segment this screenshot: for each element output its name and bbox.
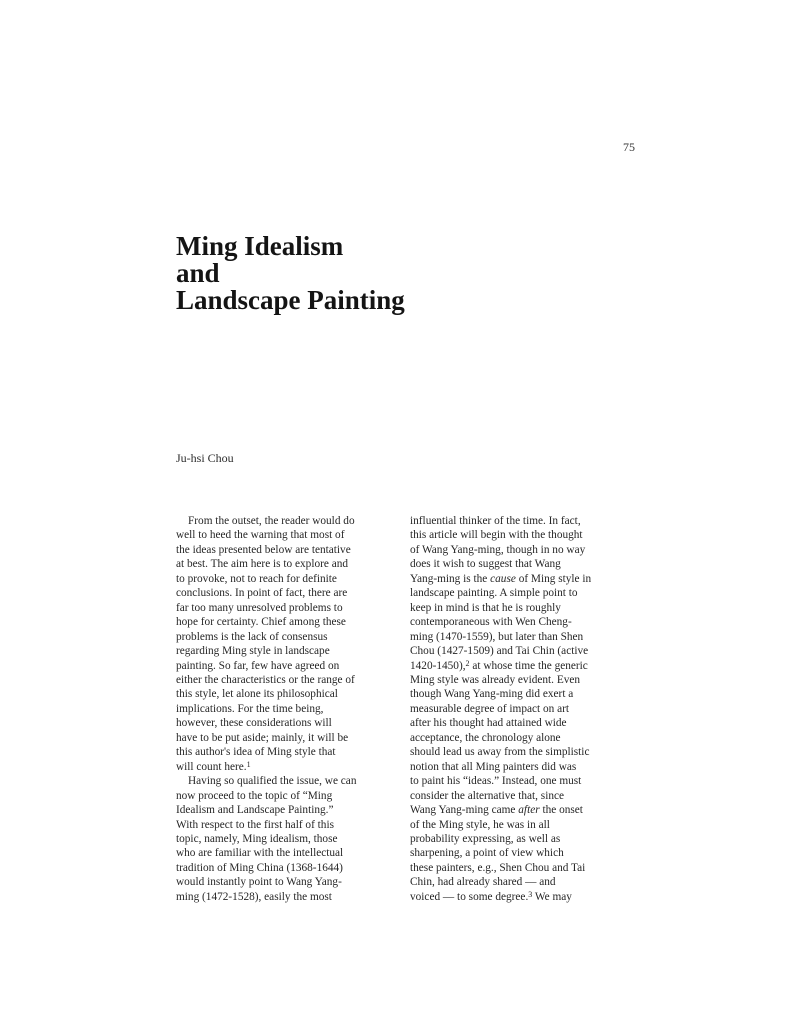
- title-line: Landscape Painting: [176, 285, 405, 315]
- page-number: 75: [623, 140, 635, 154]
- footnote-marker[interactable]: 1: [246, 759, 251, 769]
- emphasized-word: cause: [490, 572, 516, 585]
- line-text-continued: of Ming style in: [515, 572, 592, 585]
- line-text: far too many unresolved problems to: [176, 601, 343, 614]
- line-text: 1420-1450),: [410, 659, 466, 672]
- text-line: [176, 716, 402, 730]
- text-line: [176, 890, 402, 904]
- text-line: [410, 846, 636, 860]
- text-line: [176, 745, 402, 759]
- text-line: [410, 586, 636, 600]
- text-line: [176, 673, 402, 687]
- line-text: regarding Ming style in landscape: [176, 645, 330, 658]
- line-text: well to heed the warning that most of: [176, 529, 345, 542]
- line-text: Having so qualified the issue, we can: [188, 775, 357, 788]
- line-text: at best. The aim here is to explore and: [176, 558, 349, 571]
- line-text: tradition of Ming China (1368-1644): [176, 861, 343, 874]
- text-line: [410, 543, 636, 557]
- line-text: the ideas presented below are tentative: [176, 543, 351, 556]
- footnote-marker[interactable]: 3: [528, 889, 533, 899]
- text-line: [176, 644, 402, 658]
- text-line: [176, 687, 402, 701]
- line-text: From the outset, the reader would do: [188, 515, 355, 527]
- text-line: [176, 659, 402, 673]
- line-text: will count here.: [176, 760, 247, 773]
- line-text-continued: the onset: [539, 804, 583, 817]
- text-line: [410, 890, 636, 904]
- text-line: [410, 861, 636, 875]
- text-line: [410, 557, 636, 571]
- text-line: [176, 615, 402, 629]
- text-line: [176, 789, 402, 803]
- line-text: would instantly point to Wang Yang-: [176, 876, 342, 889]
- line-text: acceptance, the chronology alone: [410, 731, 561, 744]
- line-text: conclusions. In point of fact, there are: [176, 587, 348, 600]
- text-line: [176, 875, 402, 889]
- line-text: Yang-ming is the: [410, 572, 491, 585]
- line-text: Chou (1427-1509) and Tai Chin (active: [410, 645, 589, 658]
- line-text: after his thought had attained wide: [410, 717, 567, 730]
- text-line: [410, 745, 636, 759]
- text-line: [410, 774, 636, 788]
- line-text: have to be put aside; mainly, it will be: [176, 731, 349, 744]
- text-line: [410, 716, 636, 730]
- title-line: Ming Idealism: [176, 231, 344, 261]
- text-line: [176, 586, 402, 600]
- line-text: of Wang Yang-ming, though in no way: [410, 543, 586, 556]
- text-line: [410, 601, 636, 615]
- text-line: [176, 803, 402, 817]
- line-text: measurable degree of impact on art: [410, 702, 570, 715]
- line-text: notion that all Ming painters did was: [410, 760, 577, 773]
- line-text: With respect to the first half of this: [176, 818, 334, 831]
- text-line: [410, 615, 636, 629]
- right-text-column: [410, 514, 636, 904]
- line-text: hope for certainty. Chief among these: [176, 616, 346, 629]
- text-line: [410, 572, 636, 586]
- text-line: [410, 875, 636, 889]
- line-text: probability expressing, as well as: [410, 832, 561, 845]
- text-line: [176, 760, 402, 774]
- line-text-continued: We may: [532, 890, 572, 903]
- text-line: [410, 528, 636, 542]
- line-text: problems is the lack of consensus: [176, 630, 328, 643]
- text-line: [176, 846, 402, 860]
- text-line: [176, 818, 402, 832]
- line-text: this article will begin with the thought: [410, 529, 583, 542]
- line-text: this author's idea of Ming style that: [176, 746, 336, 759]
- line-text: though Wang Yang-ming did exert a: [410, 688, 574, 701]
- text-line: [176, 557, 402, 571]
- line-text: Chin, had already shared — and: [410, 876, 556, 889]
- text-line: [410, 630, 636, 644]
- author-name: Ju-hsi Chou: [176, 451, 234, 465]
- line-text: Ming style was already evident. Even: [410, 673, 581, 686]
- text-line: [410, 644, 636, 658]
- emphasized-word: after: [518, 804, 540, 817]
- line-text: consider the alternative that, since: [410, 789, 565, 802]
- line-text: Wang Yang-ming came: [410, 804, 519, 817]
- text-line: [410, 803, 636, 817]
- line-text: who are familiar with the intellectual: [176, 847, 344, 860]
- line-text: painting. So far, few have agreed on: [176, 659, 340, 672]
- title-line: and: [176, 258, 220, 288]
- line-text: either the characteristics or the range of: [176, 673, 355, 686]
- text-line: [410, 731, 636, 745]
- line-text: influential thinker of the time. In fact,: [410, 515, 581, 527]
- text-line: [410, 687, 636, 701]
- text-line: [176, 528, 402, 542]
- line-text-continued: at whose time the generic: [469, 659, 588, 672]
- line-text: of the Ming style, he was in all: [410, 818, 550, 831]
- text-line: [410, 659, 636, 673]
- line-text: landscape painting. A simple point to: [410, 587, 578, 600]
- text-line: [176, 731, 402, 745]
- line-text: topic, namely, Ming idealism, those: [176, 832, 338, 845]
- text-line: [410, 514, 636, 528]
- text-line: [410, 818, 636, 832]
- line-text: contemporaneous with Wen Cheng-: [410, 616, 572, 629]
- text-line: [410, 789, 636, 803]
- line-text: ming (1472-1528), easily the most: [176, 890, 332, 903]
- line-text: should lead us away from the simplistic: [410, 746, 590, 759]
- text-line: [176, 543, 402, 557]
- left-text-column: [176, 514, 402, 904]
- article-title: [176, 233, 405, 314]
- line-text: to provoke, not to reach for definite: [176, 572, 337, 585]
- text-line: [410, 702, 636, 716]
- text-line: [176, 702, 402, 716]
- text-line: [176, 630, 402, 644]
- line-text: sharpening, a point of view which: [410, 847, 564, 860]
- text-line: [410, 832, 636, 846]
- text-line: [176, 774, 402, 788]
- text-line: [176, 514, 402, 528]
- footnote-marker[interactable]: 2: [465, 658, 470, 668]
- line-text: to paint his “ideas.” Instead, one must: [410, 775, 582, 788]
- line-text: does it wish to suggest that Wang: [410, 558, 561, 571]
- line-text: this style, let alone its philosophical: [176, 688, 338, 701]
- text-line: [176, 572, 402, 586]
- text-line: [410, 673, 636, 687]
- text-line: [176, 861, 402, 875]
- line-text: Idealism and Landscape Painting.”: [176, 804, 334, 817]
- line-text: these painters, e.g., Shen Chou and Tai: [410, 861, 586, 874]
- line-text: implications. For the time being,: [176, 702, 324, 715]
- line-text: now proceed to the topic of “Ming: [176, 789, 333, 802]
- line-text: ming (1470-1559), but later than Shen: [410, 630, 584, 643]
- line-text: however, these considerations will: [176, 717, 332, 730]
- text-line: [176, 601, 402, 615]
- line-text: keep in mind is that he is roughly: [410, 601, 561, 614]
- text-line: [176, 832, 402, 846]
- text-line: [410, 760, 636, 774]
- line-text: voiced — to some degree.: [410, 890, 529, 903]
